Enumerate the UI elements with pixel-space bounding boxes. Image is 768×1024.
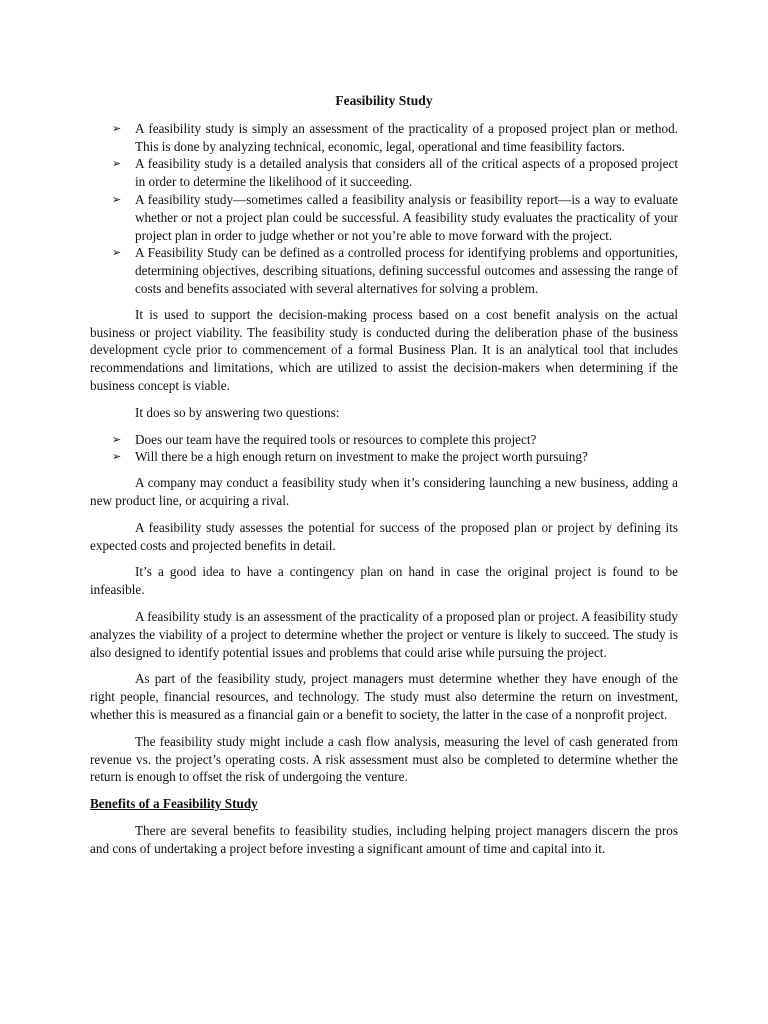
arrow-bullet-icon: ➢ [112, 246, 122, 260]
arrow-bullet-icon: ➢ [112, 432, 122, 446]
paragraph-contingency-plan: It’s a good idea to have a contingency plan on hand in case the original project is found to be infeasible. [90, 564, 678, 598]
paragraph-decision-making: It is used to support the decision-making process based on a cost benefit analysis on the actual business or project viability. The feasibility study is conducted during the deliberation phase of the business development cycle prior to commencement of a formal Business Plan. It is an analytical tool that includes recommendations and limitations, which are utilized to assist the decision-makers when determining if the business concept is viable. [90, 306, 678, 393]
paragraph-company-conduct: A company may conduct a feasibility study when it’s considering launching a new business, adding a new product line, or acquiring a rival. [90, 475, 678, 508]
paragraph-assessment-practicality: A feasibility study is an assessment of the practicality of a proposed plan or project. A feasibility study analyzes the viability of a project to determine whether the project or venture is likely to succeed. The study is also designed to identify potential issues and problems that could arise while pursuing the project. [90, 608, 678, 660]
section-heading-benefits: Benefits of a Feasibility Study [90, 796, 258, 812]
intro-bullet-list [90, 120, 678, 298]
list-item-text: Will there be a high enough return on investment to make the project worth pursuing? [135, 449, 588, 465]
paragraph-cash-flow: The feasibility study might include a cash flow analysis, measuring the level of cash generated from revenue vs. the project’s operating costs. A risk assessment must also be completed to determine whether the return is enough to offset the risk of undergoing the venture. [90, 733, 678, 785]
list-item-text: A feasibility study—sometimes called a feasibility analysis or feasibility report—is a way to evaluate whether or not a project plan could be successful. A feasibility study evaluates the practicality of your project plan in order to judge whether or not you’re able to move forward with the project. [135, 191, 678, 243]
paragraph-project-managers: As part of the feasibility study, project managers must determine whether they have enough of the right people, financial resources, and technology. The study must also determine the return on investment, whether this is measured as a financial gain or a benefit to society, the latter in the case of a nonprofit project. [90, 671, 678, 722]
arrow-bullet-icon: ➢ [112, 192, 122, 206]
paragraph-assesses-potential: A feasibility study assesses the potential for success of the proposed plan or project by defining its expected costs and projected benefits in detail. [90, 519, 678, 553]
paragraph-benefits: There are several benefits to feasibility studies, including helping project managers discern the pros and cons of undertaking a project before investing a significant amount of time and capital into it. [90, 822, 678, 856]
arrow-bullet-icon: ➢ [112, 450, 122, 464]
arrow-bullet-icon: ➢ [112, 121, 122, 135]
list-item [90, 448, 678, 466]
list-item-text: Does our team have the required tools or resources to complete this project? [135, 431, 537, 447]
list-item [90, 120, 678, 156]
paragraph-two-questions: It does so by answering two questions: [135, 404, 340, 420]
list-item-text: A Feasibility Study can be defined as a controlled process for identifying problems and opportunities, determining objectives, describing situations, defining successful outcomes and assessing the range of costs and benefits associated with several alternatives for solving a problem. [135, 245, 678, 296]
list-item [90, 244, 678, 297]
question-bullet-list [90, 431, 678, 467]
list-item [90, 431, 678, 449]
list-item-text: A feasibility study is a detailed analysis that considers all of the critical aspects of a proposed project in order to determine the likelihood of it succeeding. [135, 156, 678, 190]
list-item [90, 155, 678, 191]
list-item [90, 191, 678, 244]
arrow-bullet-icon: ➢ [112, 157, 122, 171]
document-page [90, 92, 678, 866]
list-item-text: A feasibility study is simply an assessment of the practicality of a proposed project plan or method. This is done by analyzing technical, economic, legal, operational and time feasibility factors. [135, 120, 678, 154]
document-title: Feasibility Study [335, 93, 433, 108]
